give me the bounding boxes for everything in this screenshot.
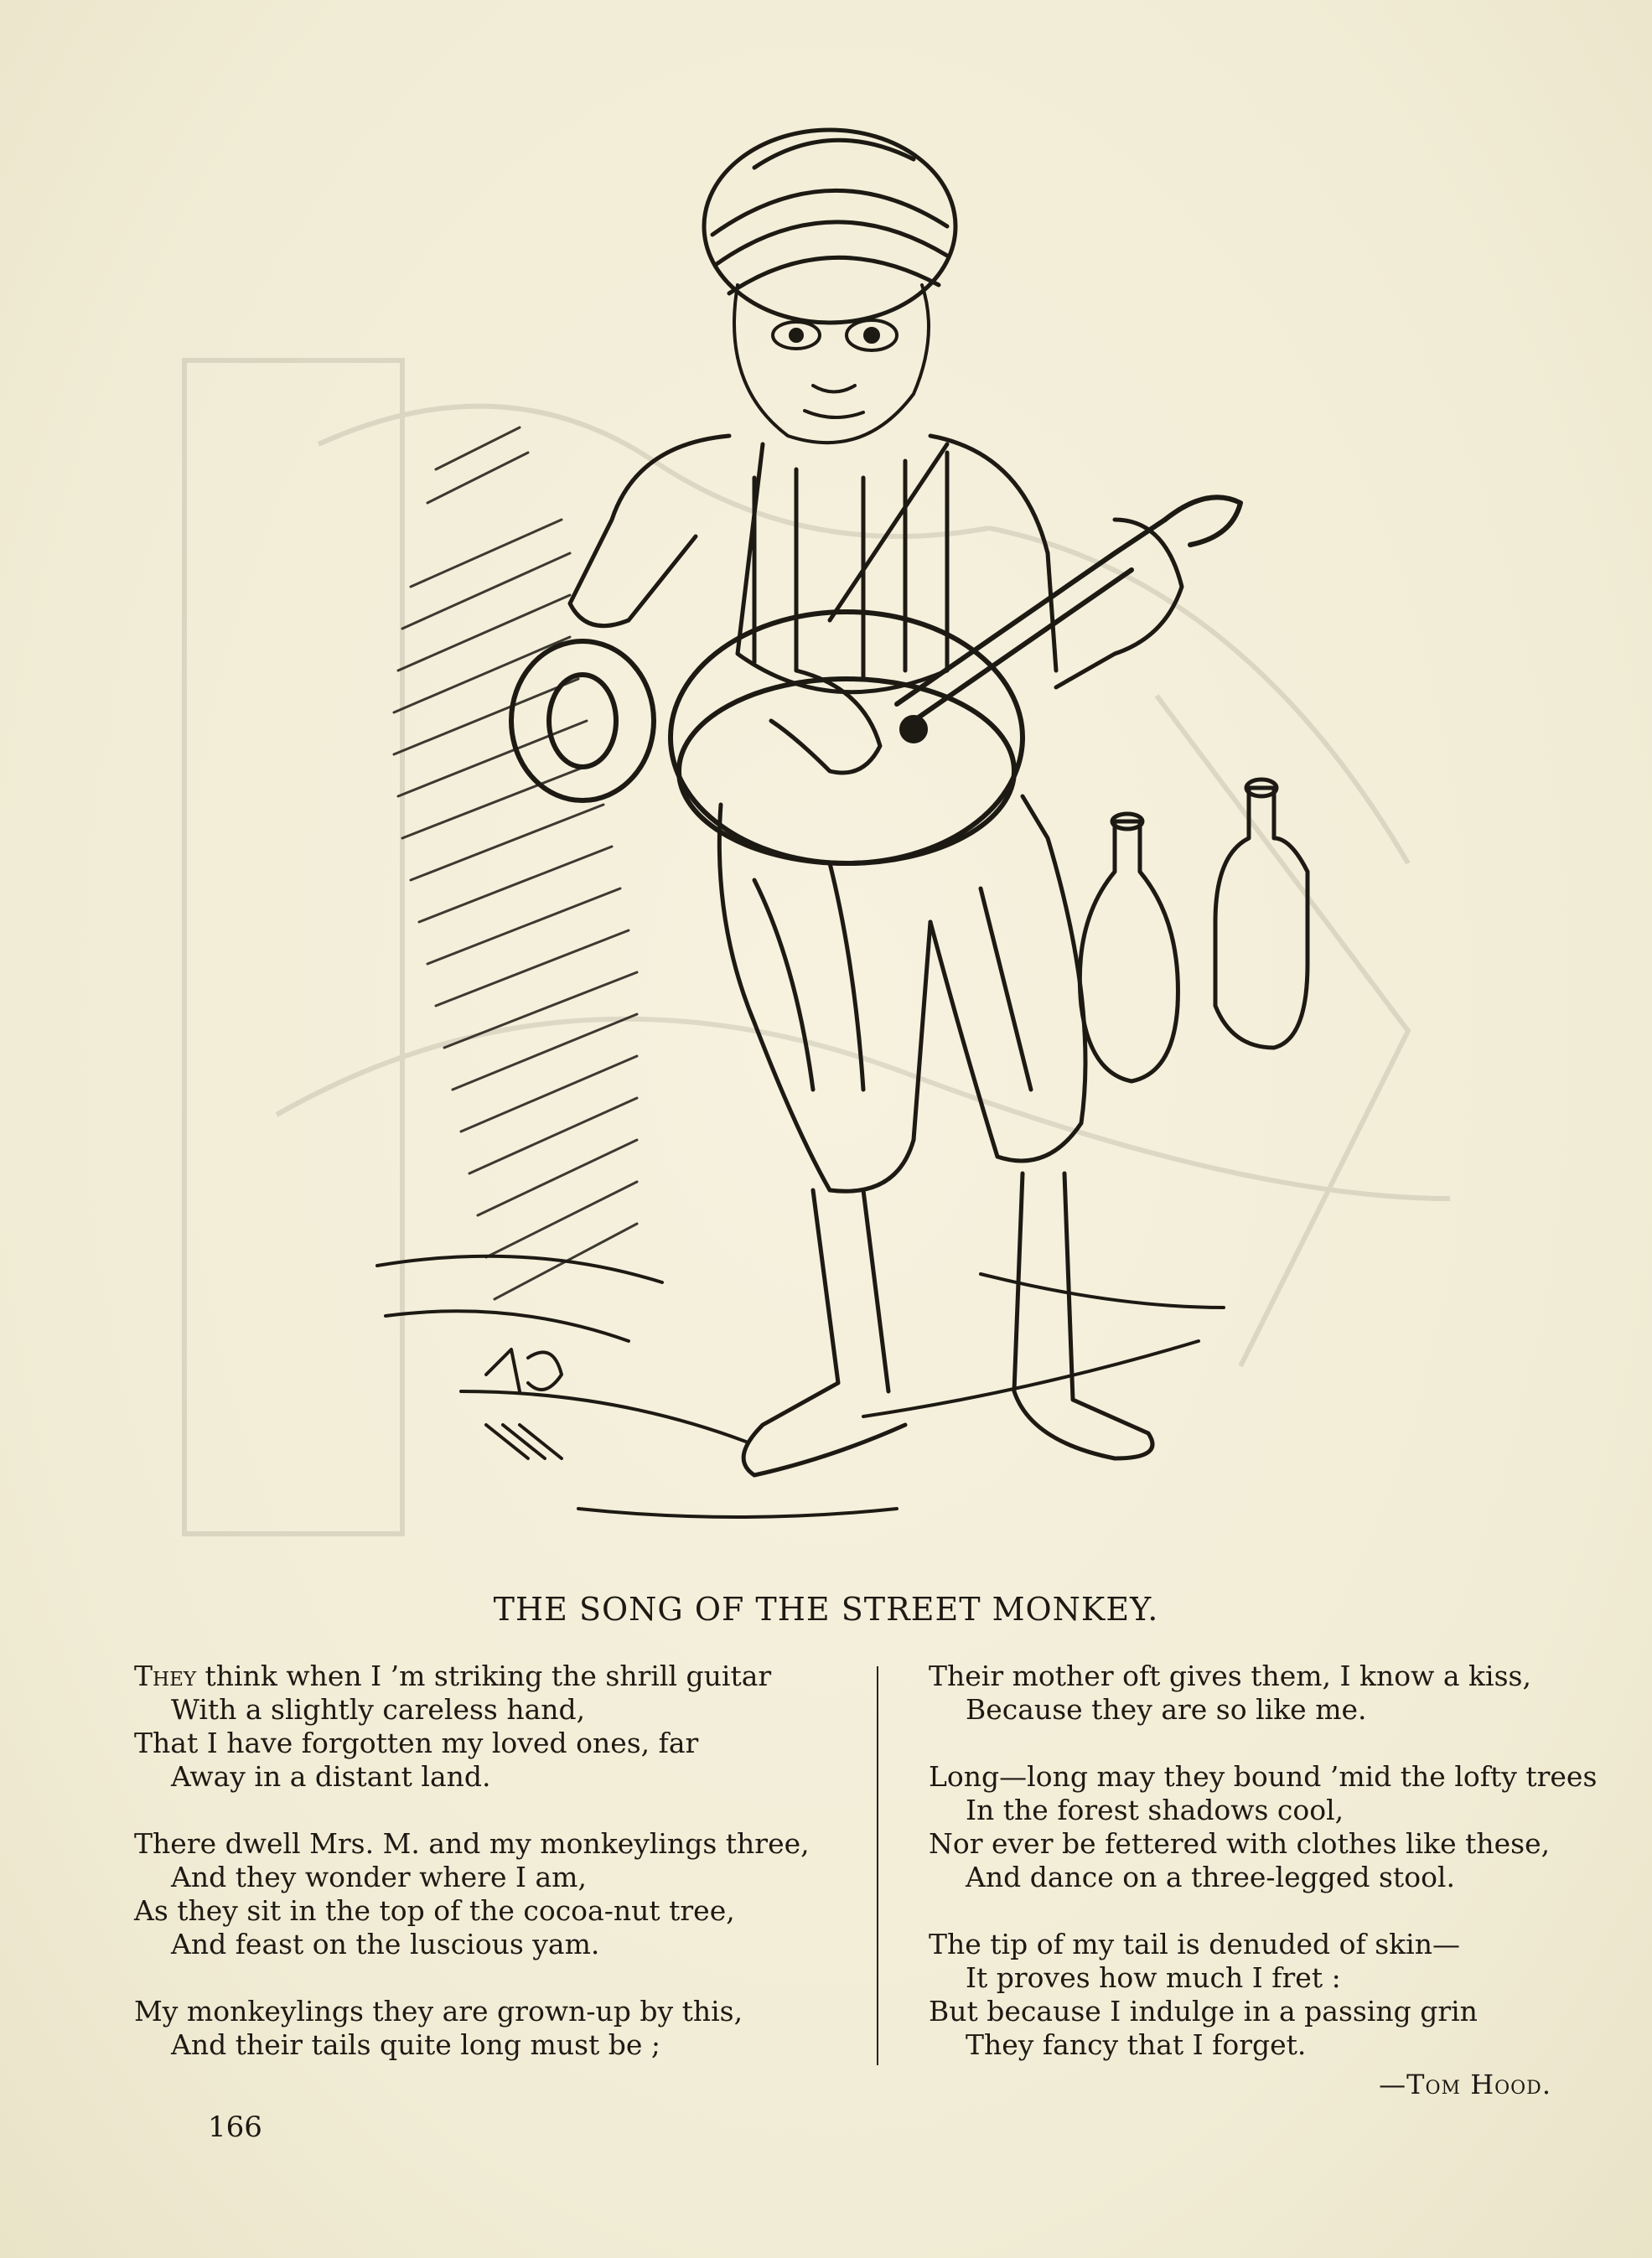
column-divider: [877, 1666, 878, 2065]
poem-line-text: It proves how much I fret :: [966, 1961, 1341, 1994]
poem-line: [134, 1727, 872, 1760]
poem-line-text: Away in a distant land.: [171, 1760, 491, 1793]
poem-line: [929, 1928, 1616, 1961]
poem-line: [134, 1861, 872, 1894]
page-number: 166: [208, 2110, 262, 2144]
poem-line-text: The tip of my tail is denuded of skin—: [929, 1928, 1460, 1960]
poem-line: [929, 1961, 1616, 1995]
poem-line-text: But because I indulge in a passing grin: [929, 1995, 1478, 2028]
poem-line-text: And their tails quite long must be ;: [171, 2028, 661, 2061]
poem-line: [134, 1894, 872, 1928]
poem-line-text: Their mother oft gives them, I know a kiss,: [929, 1660, 1531, 1692]
poem-line-text: think when I ’m striking the shrill guitar: [196, 1660, 772, 1692]
poem-line: [134, 1928, 872, 1961]
poem-line-text: That I have forgotten my loved ones, far: [134, 1727, 699, 1759]
stanza-break: [929, 1894, 1616, 1928]
poem-line: [134, 1660, 872, 1693]
stanza-break: [134, 1794, 872, 1827]
poem-right-column: [929, 1660, 1616, 2062]
poem-line: [929, 1794, 1616, 1827]
poem-line-text: They fancy that I forget.: [966, 2028, 1307, 2061]
poem-line-text: With a slightly careless hand,: [171, 1693, 586, 1726]
poem-line: [134, 2028, 872, 2062]
poem-line-text: There dwell Mrs. M. and my monkeylings three,: [134, 1827, 810, 1860]
poem-line-text: As they sit in the top of the cocoa-nut tree,: [134, 1894, 735, 1927]
poem-line: [929, 1760, 1616, 1794]
poem-line: [929, 1995, 1616, 2028]
poem-line-lead: They: [134, 1660, 197, 1692]
poem-line-text: And they wonder where I am,: [171, 1861, 587, 1893]
poem-line: [134, 1827, 872, 1861]
poem-title: THE SONG OF THE STREET MONKEY.: [493, 1591, 1159, 1628]
poem-line: [134, 1693, 872, 1727]
poem-line: [929, 1693, 1616, 1727]
stanza-break: [929, 1727, 1616, 1760]
poem-line: [929, 1660, 1616, 1693]
poem-line-text: Nor ever be fettered with clothes like these,: [929, 1827, 1551, 1860]
poem-line: [134, 1995, 872, 2028]
poem-line-text: My monkeylings they are grown-up by this,: [134, 1995, 743, 2028]
stanza-break: [134, 1961, 872, 1995]
poem-line: [929, 1861, 1616, 1894]
poem-line-text: And dance on a three-legged stool.: [966, 1861, 1455, 1893]
poem-line-text: Because they are so like me.: [966, 1693, 1367, 1726]
attribution: —Tom Hood.: [1379, 2069, 1551, 2100]
poem-line: [929, 2028, 1616, 2062]
monkey-illustration: [360, 84, 1333, 1576]
poem-line-text: And feast on the luscious yam.: [171, 1928, 600, 1960]
poem-line: [134, 1760, 872, 1794]
poem-line: [929, 1827, 1616, 1861]
poem-left-column: [134, 1660, 872, 2062]
poem-line-text: Long—long may they bound ’mid the lofty trees: [929, 1760, 1598, 1793]
poem-line-text: In the forest shadows cool,: [966, 1794, 1344, 1826]
